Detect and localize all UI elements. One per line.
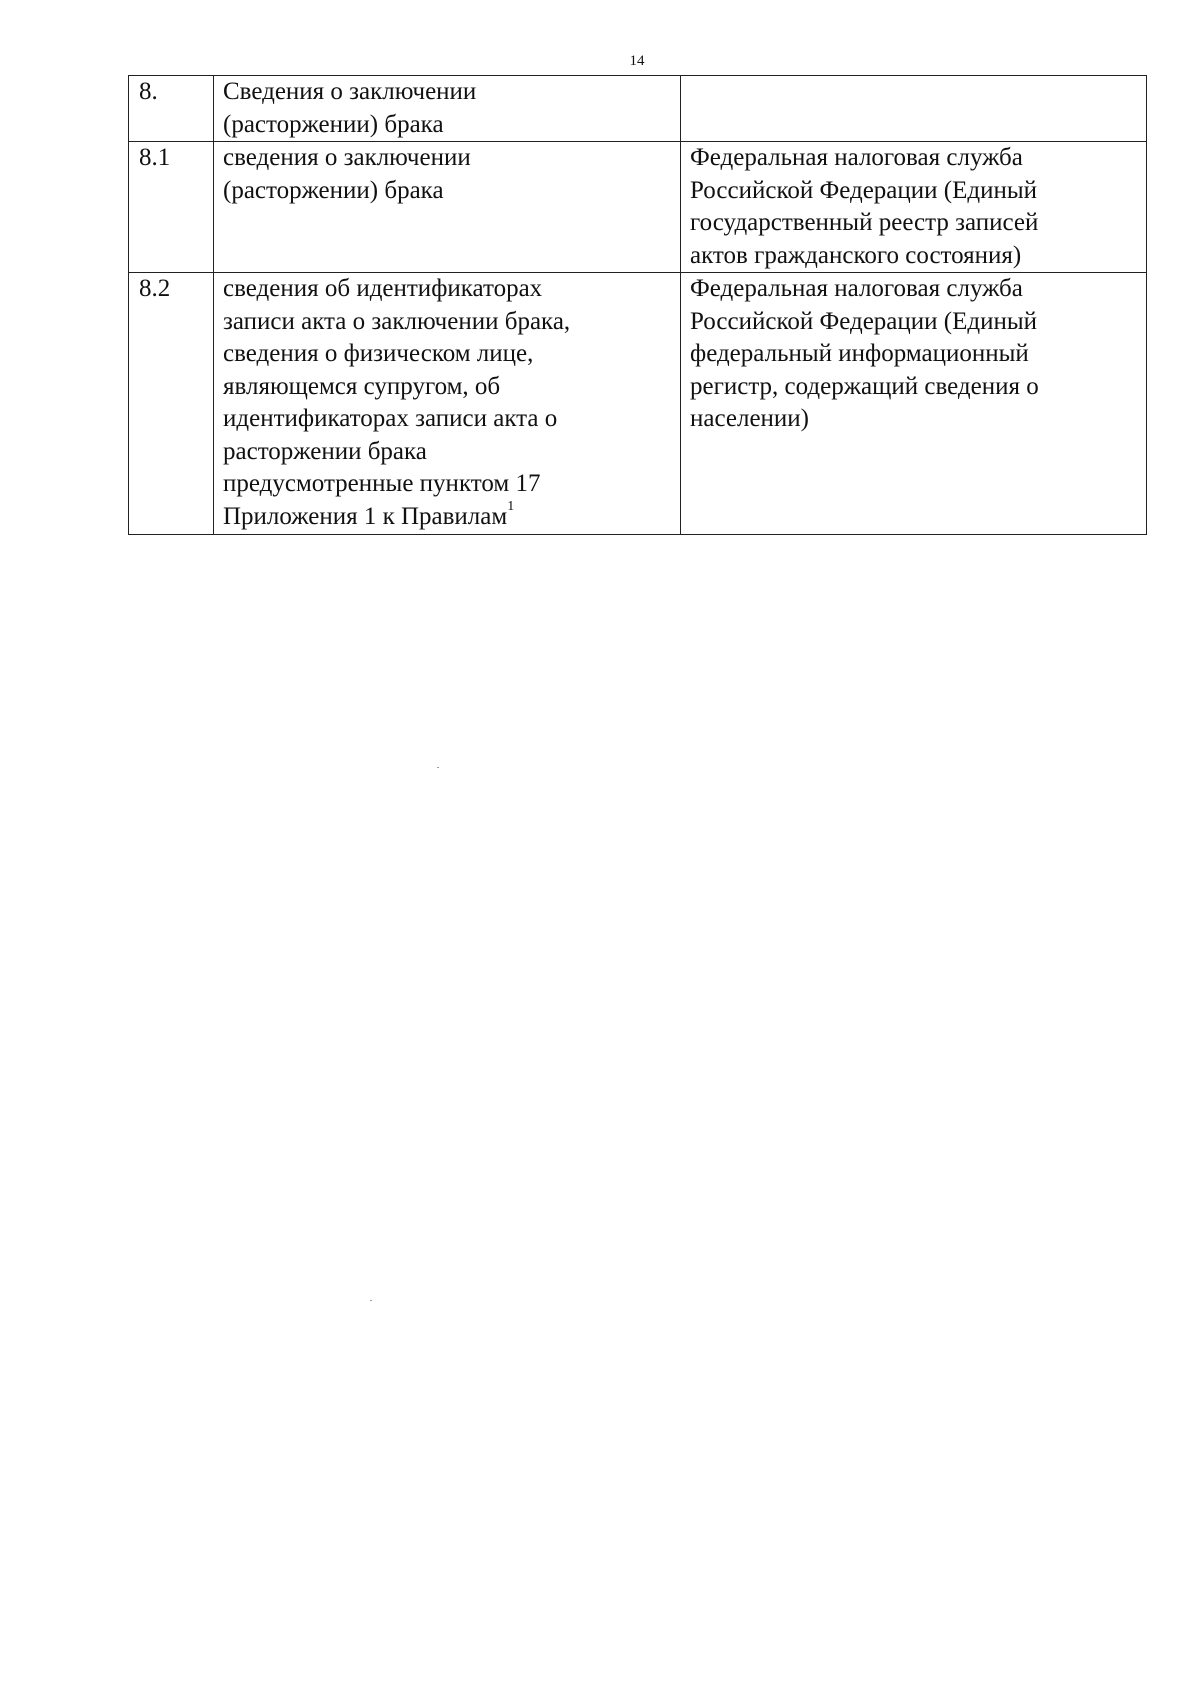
row-description (214, 76, 681, 142)
description-line: являющемся супругом, об (223, 372, 501, 400)
source-line: актов гражданского состояния) (690, 241, 1022, 269)
table-row (129, 142, 1147, 273)
description-line: (расторжении) брака (223, 176, 444, 204)
description-line: идентификаторах записи акта о (223, 405, 558, 432)
row-description (214, 273, 681, 535)
description-line: сведения о физическом лице, (223, 340, 534, 367)
scan-speck (370, 1300, 372, 1301)
row-source (681, 273, 1147, 535)
source-line: Федеральная налоговая служба (690, 275, 1023, 302)
row-number: 8. (129, 76, 214, 142)
row-number: 8.2 (129, 273, 214, 535)
source-line: населении) (690, 405, 810, 432)
source-line: федеральный информационный (690, 340, 1029, 367)
description-line: сведения о заключении (223, 144, 471, 171)
description-line: предусмотренные пунктом 17 (223, 470, 541, 497)
source-line: государственный реестр записей (690, 209, 1039, 236)
description-line: (расторжении) брака (223, 110, 444, 138)
description-line: Приложения 1 к Правилам (223, 502, 508, 530)
description-line-with-footnote (223, 501, 672, 534)
footnote-marker: 1 (507, 499, 515, 515)
table-row (129, 76, 1147, 142)
description-line: расторжении брака (223, 437, 427, 465)
description-line: сведения об идентификаторах (223, 275, 543, 302)
source-line: регистр, содержащий сведения о (690, 372, 1039, 400)
scan-speck (437, 767, 439, 768)
row-number: 8.1 (129, 142, 214, 273)
row-description (214, 142, 681, 273)
row-source (681, 76, 1147, 142)
source-line: Российской Федерации (Единый (690, 307, 1038, 335)
source-line: Российской Федерации (Единый (690, 176, 1038, 204)
row-source (681, 142, 1147, 273)
source-line: Федеральная налоговая служба (690, 144, 1023, 171)
table-row (129, 273, 1147, 535)
description-line: записи акта о заключении брака, (223, 307, 571, 335)
page-number: 14 (629, 53, 645, 69)
data-sources-table (128, 75, 1147, 535)
description-line: Сведения о заключении (223, 78, 477, 105)
